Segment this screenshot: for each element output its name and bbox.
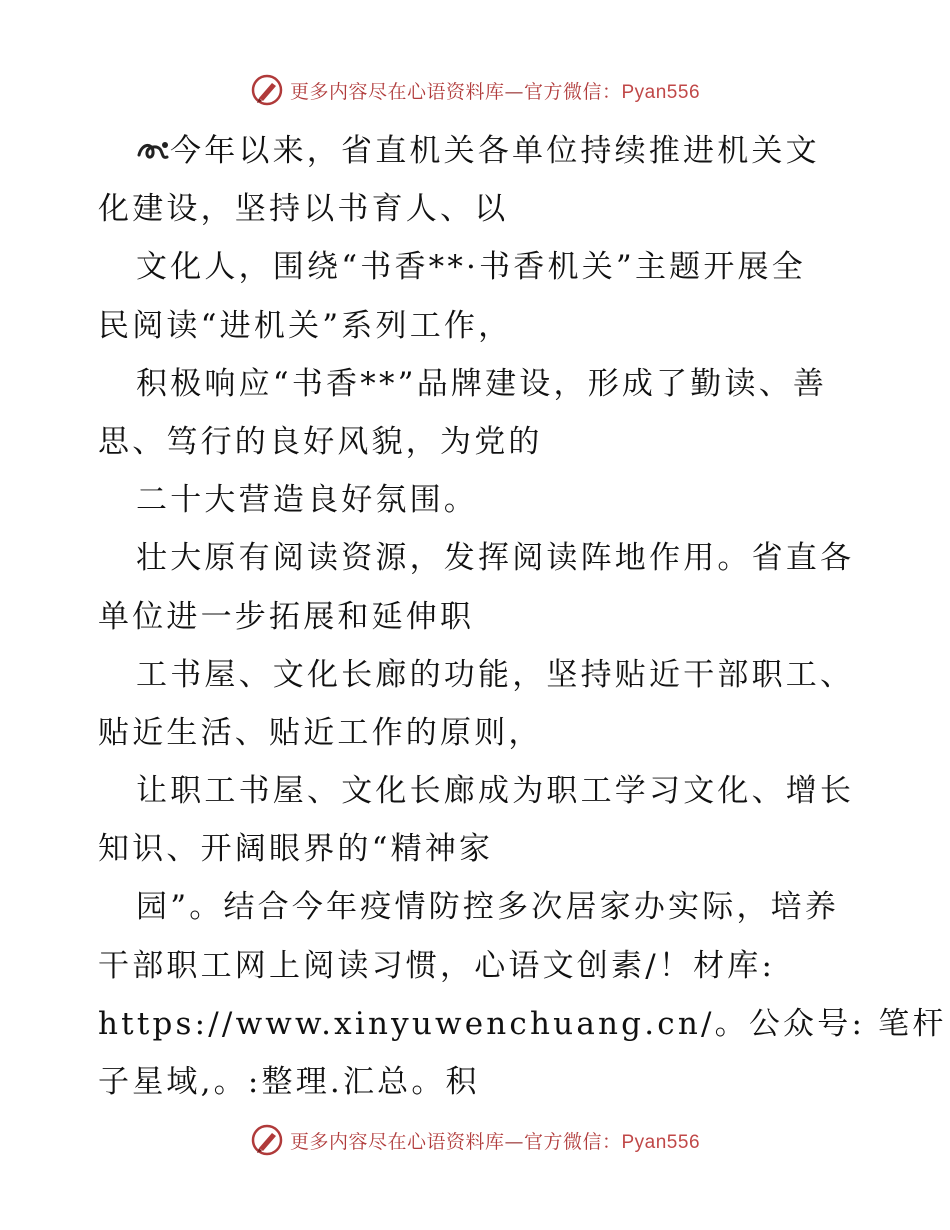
text-line-5: 积极响应“书香**”品牌建设，形成了勤读、善 [136, 365, 828, 402]
header-watermark-banner [0, 70, 950, 110]
text-line-15: 干部职工网上阅读习惯，心语文创素/！材库: [98, 947, 776, 984]
text-line-11: 贴近生活、贴近工作的原则， [98, 714, 543, 751]
banner-wechat-id: Pyan556 [621, 81, 701, 103]
text-line-6: 思、笃行的良好风貌，为党的 [98, 423, 543, 460]
text-line-4: 民阅读“进机关”系列工作， [98, 307, 513, 344]
banner-wechat-id: Pyan556 [621, 1131, 701, 1153]
text-line-1 [98, 122, 858, 180]
document-body [98, 122, 947, 1111]
text-line-1-text: 今年以来，省直机关各单位持续推进机关文 [170, 133, 820, 169]
text-line-9: 单位进一步拓展和延伸职 [98, 598, 475, 635]
banner-text [290, 77, 700, 104]
banner-middle: 官方微信： [523, 1130, 622, 1153]
text-line-12: 让职工书屋、文化长廊成为职工学习文化、增长 [136, 773, 855, 810]
banner-separator: — [504, 80, 524, 103]
text-line-3: 文化人，围绕“书香**·书香机关”主题开展全 [136, 249, 806, 286]
banner-separator: — [504, 1130, 524, 1153]
pen-logo-icon [250, 73, 284, 107]
text-line-7: 二十大营造良好氛围。 [136, 482, 478, 519]
footer-watermark-banner [0, 1120, 950, 1160]
pen-logo-icon [250, 1123, 284, 1157]
text-line-14: 园”。结合今年疫情防控多次居家办实际，培养 [136, 889, 840, 926]
text-line-17: 子星域,。:整理.汇总。积 [98, 1064, 480, 1100]
banner-middle: 官方微信： [523, 80, 622, 103]
text-line-16: https://www.xinyuwenchuang.cn/。公众号: 笔杆 [98, 1005, 947, 1042]
banner-text [290, 1127, 700, 1154]
text-line-13: 知识、开阔眼界的“精神家 [98, 831, 494, 868]
banner-prefix: 更多内容尽在心语资料库 [289, 80, 505, 103]
banner-prefix: 更多内容尽在心语资料库 [289, 1130, 505, 1153]
text-line-10: 工书屋、文化长廊的功能，坚持贴近干部职工、 [136, 656, 855, 693]
text-line-8: 壮大原有阅读资源，发挥阅读阵地作用。省直各 [136, 540, 855, 577]
text-line-2: 化建设，坚持以书育人、以 [98, 191, 509, 228]
decorative-swirl-icon [136, 135, 170, 165]
